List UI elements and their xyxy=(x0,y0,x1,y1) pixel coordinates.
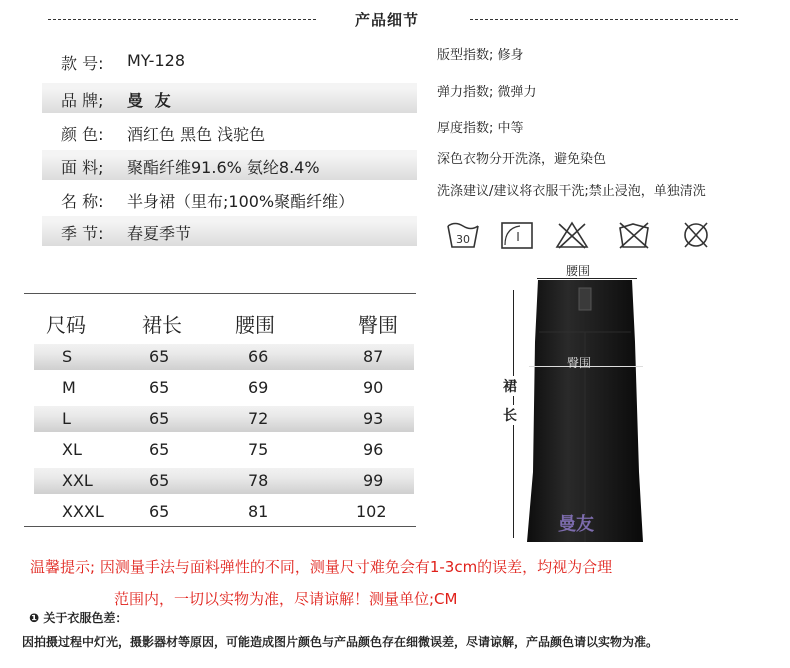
waist-cell: 75 xyxy=(248,440,269,459)
hip-cell: 87 xyxy=(363,347,384,366)
notice-line-2: 范围内，一切以实物为准，尽请谅解！测量单位;CM xyxy=(114,590,458,608)
info-value: 曼 友 xyxy=(127,91,174,110)
size-cell: L xyxy=(62,409,71,428)
hip-cell: 93 xyxy=(363,409,384,428)
size-cell: S xyxy=(62,347,73,366)
no-dry-clean-icon xyxy=(679,220,713,250)
info-row-style xyxy=(42,46,417,76)
length-cell: 65 xyxy=(149,409,170,428)
header-divider-left xyxy=(48,19,316,20)
hip-cell: 102 xyxy=(356,502,387,521)
length-label-bottom: 长 xyxy=(503,405,517,425)
hip-cell: 96 xyxy=(363,440,384,459)
info-label: 品 牌; xyxy=(61,91,104,110)
hip-cell: 90 xyxy=(363,378,384,397)
length-cell: 65 xyxy=(149,378,170,397)
table-row xyxy=(34,468,414,494)
info-row-name xyxy=(42,184,417,214)
info-row-brand xyxy=(42,83,417,113)
table-row xyxy=(34,437,414,463)
info-label: 名 称: xyxy=(61,192,104,211)
info-row-color xyxy=(42,117,417,147)
length-label-top: 裙 xyxy=(503,376,517,396)
length-cell: 65 xyxy=(149,347,170,366)
color-diff-text: 因拍摄过程中灯光，摄影器材等原因，可能造成图片颜色与产品颜色存在细微误差，尽请谅解，产品颜色请以实物为准。 xyxy=(22,635,659,649)
info-label: 面 料; xyxy=(61,158,104,177)
size-cell: XL xyxy=(62,440,82,459)
table-row xyxy=(34,499,414,525)
svg-text:I: I xyxy=(516,230,520,244)
notice-line-1: 温馨提示; 因测量手法与面料弹性的不同，测量尺寸难免会有1-3cm的误差，均视为合理 xyxy=(30,558,613,576)
no-tumble-dry-icon xyxy=(617,220,651,250)
waist-cell: 66 xyxy=(248,347,269,366)
size-cell: M xyxy=(62,378,76,397)
size-header-hip: 臀围 xyxy=(358,313,398,337)
info-row-season xyxy=(42,216,417,246)
waist-cell: 69 xyxy=(248,378,269,397)
size-header-waist: 腰围 xyxy=(235,313,275,337)
length-cell: 65 xyxy=(149,440,170,459)
info-value: 酒红色 黑色 浅驼色 xyxy=(127,125,266,144)
size-header-size: 尺码 xyxy=(46,313,86,337)
attribute-elasticity: 弹力指数; 微弹力 xyxy=(437,85,537,100)
info-value: 半身裙（里布;100%聚酯纤维） xyxy=(127,192,355,211)
svg-text:30: 30 xyxy=(456,233,470,246)
size-cell: XXXL xyxy=(62,502,104,521)
waist-cell: 81 xyxy=(248,502,269,521)
attribute-dark-wash: 深色衣物分开洗涤，避免染色 xyxy=(437,152,607,167)
attribute-thickness: 厚度指数; 中等 xyxy=(437,121,524,136)
attribute-wash-advice: 洗涤建议/建议将衣服干洗;禁止浸泡，单独清洗 xyxy=(437,184,706,199)
size-header-length: 裙长 xyxy=(142,313,182,337)
table-row xyxy=(34,344,414,370)
page-title: 产品细节 xyxy=(355,11,420,29)
length-cell: 65 xyxy=(149,502,170,521)
length-cell: 65 xyxy=(149,471,170,490)
waist-label: 腰围 xyxy=(566,264,591,278)
no-bleach-icon xyxy=(555,220,589,250)
table-row xyxy=(34,406,414,432)
info-value: 春夏季节 xyxy=(127,224,192,243)
attribute-fit: 版型指数; 修身 xyxy=(437,48,524,63)
brand-watermark: 曼友 xyxy=(558,514,594,535)
info-label: 款 号: xyxy=(61,54,104,73)
size-table xyxy=(24,293,416,527)
waist-cell: 78 xyxy=(248,471,269,490)
info-row-fabric xyxy=(42,150,417,180)
iron-icon xyxy=(500,220,534,250)
hip-cell: 99 xyxy=(363,471,384,490)
table-row xyxy=(34,375,414,401)
wash-30-icon xyxy=(446,220,480,250)
color-diff-title: ❶ 关于衣服色差： xyxy=(29,611,128,625)
waist-cell: 72 xyxy=(248,409,269,428)
info-label: 颜 色: xyxy=(61,125,104,144)
info-value: 聚酯纤维91.6% 氨纶8.4% xyxy=(127,158,320,177)
header-divider-right xyxy=(470,19,738,20)
info-value: MY-128 xyxy=(127,51,185,70)
size-cell: XXL xyxy=(62,471,93,490)
info-label: 季 节: xyxy=(61,224,104,243)
hip-label: 臀围 xyxy=(567,356,592,370)
